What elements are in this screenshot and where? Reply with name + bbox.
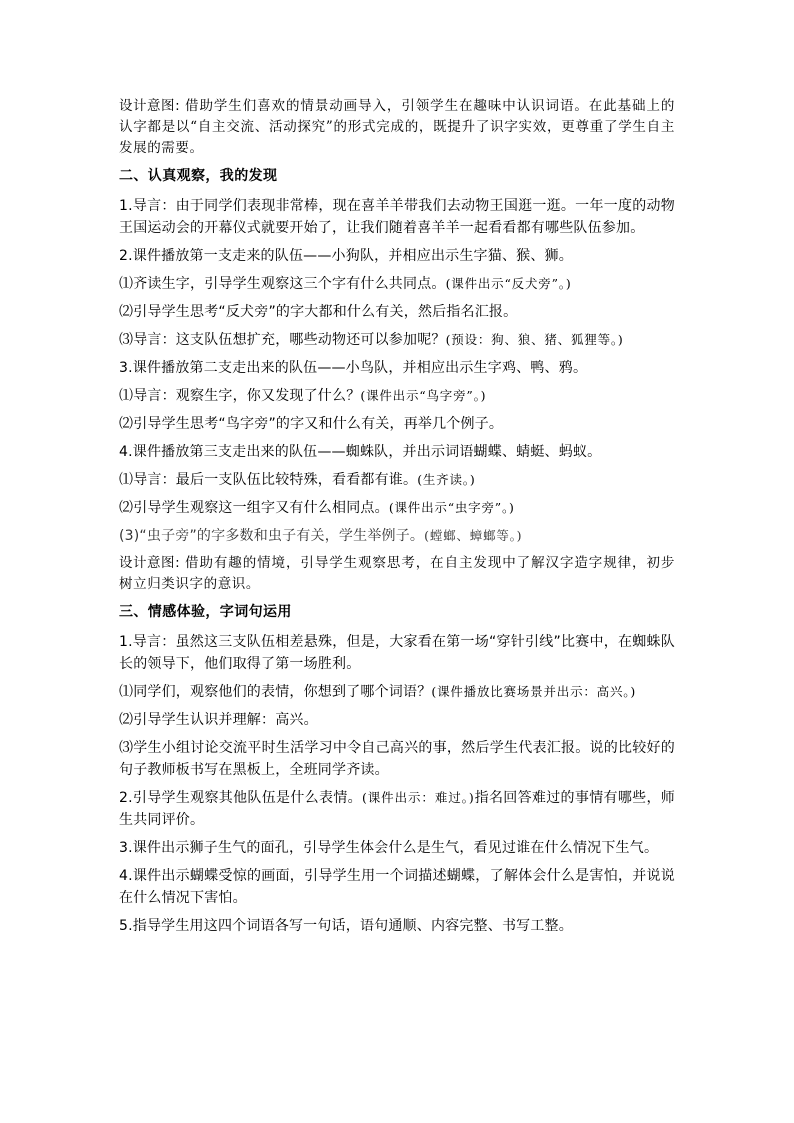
step-text-tail: 指名回答难过的事情有哪些，师生共同评价。 <box>119 790 675 828</box>
substep-text: (3)“虫子旁”的字多数和虫子有关，学生举例子。 <box>119 528 425 544</box>
substep-text: ⑵引导学生观察这一组字又有什么相同点。 <box>119 500 389 516</box>
substep-text: ⑴导言：最后一支队伍比较特殊，看看都有谁。 <box>119 472 418 488</box>
design-intent-paragraph <box>119 553 675 595</box>
lesson-substep <box>119 329 675 351</box>
section-heading: 二、认真观察，我的发现 <box>119 168 278 184</box>
lesson-step <box>119 787 675 831</box>
courseware-note: (课件出示：难过。) <box>361 790 475 805</box>
section-heading: 三、情感体验，字词句运用 <box>119 604 292 620</box>
lesson-step: 1.导言：由于同学们表现非常棒，现在喜羊羊带我们去动物王国逛一逛。一年一度的动物王国运动会的开幕仪式就要开始了，让我们随着喜羊羊一起看看都有哪些队伍参加。 <box>119 198 675 236</box>
lesson-substep: ⑵引导学生认识并理解：高兴。 <box>119 712 318 728</box>
lesson-step: 2.课件播放第一支走来的队伍——小狗队，并相应出示生字猫、猴、狮。 <box>119 248 573 264</box>
lesson-step: 4.课件播放第三支走出来的队伍——蜘蛛队，并出示词语蝴蝶、蜻蜓、蚂蚁。 <box>119 444 602 460</box>
example-note: (螳螂、蟑螂等。) <box>424 528 523 543</box>
lesson-step: 3.课件播放第二支走出来的队伍——小鸟队，并相应出示生字鸡、鸭、鸦。 <box>119 360 588 376</box>
lesson-substep <box>119 525 675 547</box>
design-intent-label: 设计意图: <box>119 555 180 571</box>
design-intent-label: 设计意图: <box>119 98 180 114</box>
lesson-step: 1.导言：虽然这三支队伍相差悬殊，但是，大家看在第一场“穿针引线”比赛中，在蜘蛛队长的领导下，他们取得了第一场胜利。 <box>119 634 675 672</box>
courseware-note: (课件出示“鸟字旁”。) <box>360 388 487 403</box>
lesson-substep: ⑵引导学生思考“鸟字旁”的字又和什么有关，再举几个例子。 <box>119 416 504 432</box>
design-intent-text: 借助学生们喜欢的情景动画导入，引领学生在趣味中认识词语。在此基础上的认字都是以“自主交流、活动探究”的形式完成的，既提升了识字实效，更尊重了学生自主发展的需要。 <box>119 98 675 156</box>
design-intent-paragraph <box>119 96 675 159</box>
action-note: (生齐读。) <box>417 472 476 487</box>
lesson-substep <box>119 497 675 519</box>
lesson-step: 4.课件出示蝴蝶受惊的画面，引导学生用一个词描述蝴蝶，了解体会什么是害怕，并说说在什么情况下害怕。 <box>119 868 675 906</box>
step-text: 2.引导学生观察其他队伍是什么表情。 <box>119 790 362 806</box>
courseware-note: (课件出示“虫字旁”。) <box>388 500 515 515</box>
document-page <box>119 96 675 943</box>
preset-note: (预设：狗、狼、猪、狐狸等。) <box>445 332 624 347</box>
lesson-substep <box>119 469 675 491</box>
lesson-substep: ⑵引导学生思考“反犬旁”的字大都和什么有关，然后指名汇报。 <box>119 304 518 320</box>
lesson-substep <box>119 273 675 295</box>
courseware-note: (课件出示“反犬旁”。) <box>445 276 572 291</box>
lesson-step: 3.课件出示狮子生气的面孔，引导学生体会什么是生气，看见过谁在什么情况下生气。 <box>119 840 659 856</box>
lesson-substep <box>119 681 675 703</box>
substep-text: ⑴同学们，观察他们的表情，你想到了哪个词语？ <box>119 684 432 700</box>
lesson-substep: ⑶学生小组讨论交流平时生活学习中令自己高兴的事，然后学生代表汇报。说的比较好的句子教师板书写在黑板上，全班同学齐读。 <box>119 740 675 778</box>
courseware-note: (课件播放比赛场景并出示：高兴。) <box>431 684 637 699</box>
substep-text: ⑶导言：这支队伍想扩充，哪些动物还可以参加呢？ <box>119 332 446 348</box>
lesson-substep <box>119 385 675 407</box>
design-intent-text: 借助有趣的情境，引导学生观察思考，在自主发现中了解汉字造字规律，初步树立归类识字的意识。 <box>119 555 675 592</box>
lesson-step: 5.指导学生用这四个词语各写一句话，语句通顺、内容完整、书写工整。 <box>119 918 573 934</box>
substep-text: ⑴导言：观察生字，你又发现了什么？ <box>119 388 361 404</box>
substep-text: ⑴齐读生字，引导学生观察这三个字有什么共同点。 <box>119 276 446 292</box>
